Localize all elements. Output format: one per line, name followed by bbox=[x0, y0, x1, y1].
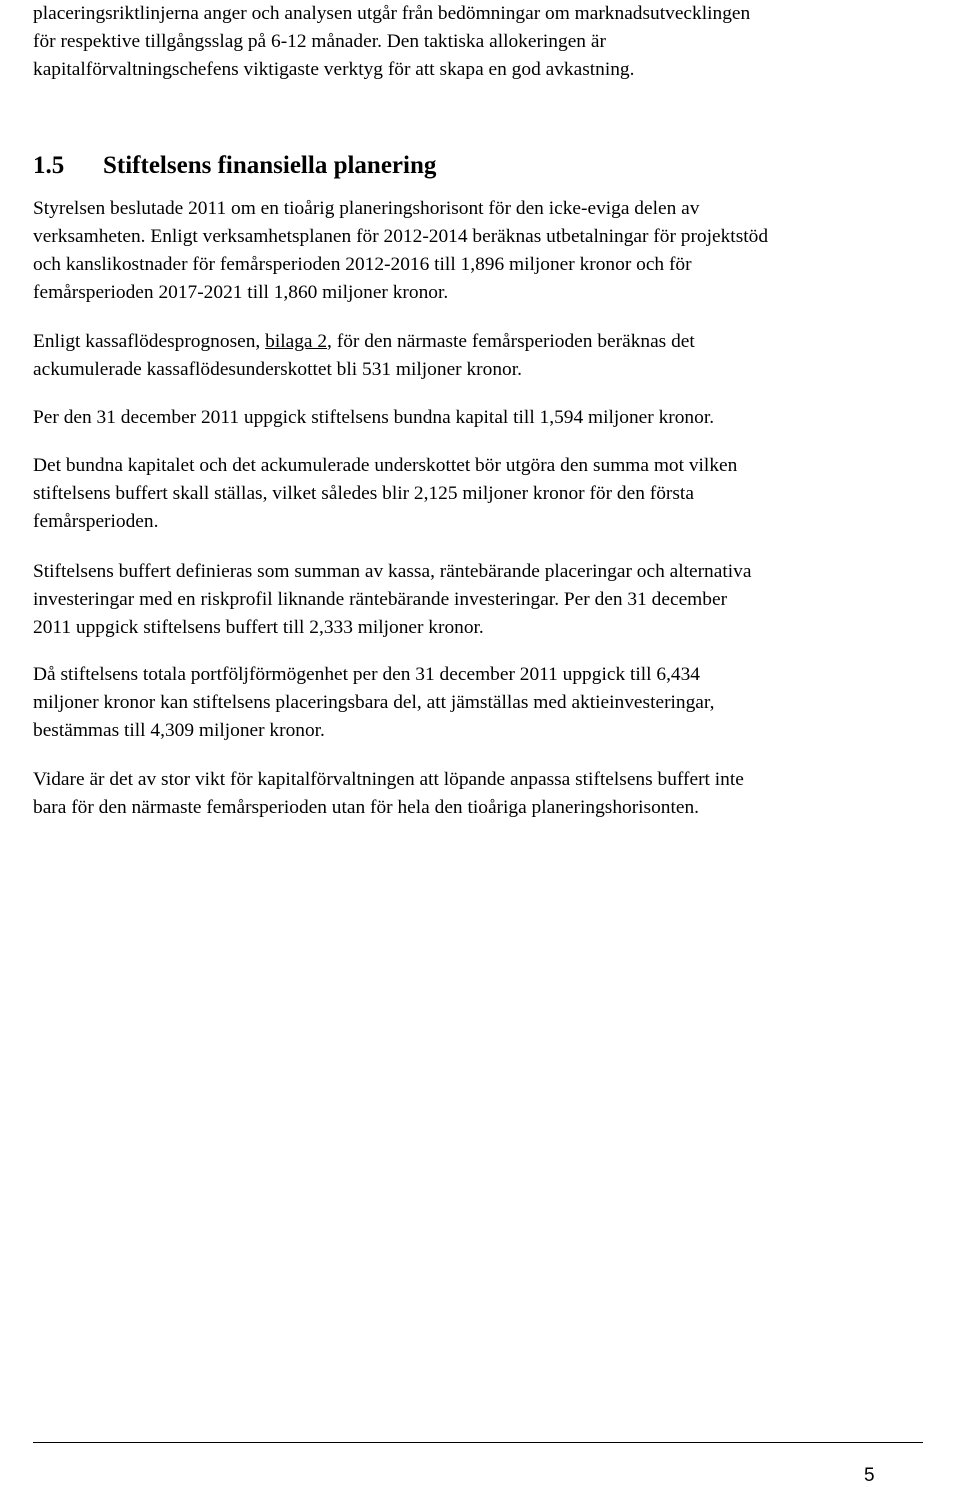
paragraph2-line-2: ackumulerade kassaflödesunderskottet bli 531 miljoner kronor. bbox=[33, 359, 522, 380]
paragraph3-line-1: Per den 31 december 2011 uppgick stiftelsens bundna kapital till 1,594 miljoner kronor. bbox=[33, 407, 715, 428]
paragraph1-line-4: femårsperioden 2017-2021 till 1,860 miljoner kronor. bbox=[33, 282, 449, 303]
paragraph1-line-1: Styrelsen beslutade 2011 om en tioårig planeringshorisont för den icke-eviga delen av bbox=[33, 198, 700, 219]
paragraph-buffer-definition bbox=[33, 558, 751, 642]
section-number: 1.5 bbox=[33, 152, 65, 179]
appendix-link[interactable]: bilaga 2 bbox=[265, 331, 328, 352]
paragraph7-line-2: bara för den närmaste femårsperioden utan för hela den tioåriga planeringshorisonten. bbox=[33, 797, 700, 818]
paragraph-portfolio-wealth bbox=[33, 661, 714, 745]
paragraph6-line-3: bestämmas till 4,309 miljoner kronor. bbox=[33, 720, 325, 741]
paragraph1-line-3: och kanslikostnader för femårsperioden 2012-2016 till 1,896 miljoner kronor och för bbox=[33, 254, 692, 275]
section-heading bbox=[33, 150, 436, 182]
paragraph6-line-2: miljoner kronor kan stiftelsens placeringsbara del, att jämställas med aktieinvesteringar, bbox=[33, 692, 715, 713]
paragraph-cashflow-forecast bbox=[33, 328, 695, 384]
paragraph-buffer-requirement bbox=[33, 452, 737, 536]
intro-paragraph bbox=[33, 0, 750, 84]
paragraph-planning-horizon bbox=[33, 195, 768, 307]
paragraph-buffer-adjustment bbox=[33, 766, 744, 822]
footer-divider bbox=[33, 1442, 923, 1443]
section-title: Stiftelsens finansiella planering bbox=[103, 152, 437, 179]
paragraph1-line-2: verksamheten. Enligt verksamhetsplanen för 2012-2014 beräknas utbetalningar för projektstöd bbox=[33, 226, 769, 247]
paragraph7-line-1: Vidare är det av stor vikt för kapitalförvaltningen att löpande anpassa stiftelsens buffert inte bbox=[33, 769, 744, 790]
paragraph5-line-3: 2011 uppgick stiftelsens buffert till 2,333 miljoner kronor. bbox=[33, 617, 484, 638]
intro-line-1: placeringsriktlinjerna anger och analysen utgår från bedömningar om marknadsutvecklingen bbox=[33, 3, 751, 24]
paragraph5-line-1: Stiftelsens buffert definieras som summan av kassa, räntebärande placeringar och alternativa bbox=[33, 561, 752, 582]
paragraph6-line-1: Då stiftelsens totala portföljförmögenhet per den 31 december 2011 uppgick till 6,434 bbox=[33, 664, 701, 685]
paragraph4-line-2: stiftelsens buffert skall ställas, vilket således blir 2,125 miljoner kronor för den första bbox=[33, 483, 694, 504]
intro-line-3: kapitalförvaltningschefens viktigaste verktyg för att skapa en god avkastning. bbox=[33, 59, 635, 80]
paragraph5-line-2: investeringar med en riskprofil liknande räntebärande investeringar. Per den 31 december bbox=[33, 589, 728, 610]
paragraph-bound-capital bbox=[33, 404, 714, 432]
page-number: 5 bbox=[864, 1465, 875, 1486]
paragraph4-line-3: femårsperioden. bbox=[33, 511, 159, 532]
intro-line-2: för respektive tillgångsslag på 6-12 månader. Den taktiska allokeringen är bbox=[33, 31, 606, 52]
paragraph2-text-before-link: Enligt kassaflödesprognosen, bbox=[33, 331, 266, 352]
paragraph2-text-after-link: , för den närmaste femårsperioden beräknas det bbox=[327, 331, 695, 352]
paragraph4-line-1: Det bundna kapitalet och det ackumulerade underskottet bör utgöra den summa mot vilken bbox=[33, 455, 738, 476]
